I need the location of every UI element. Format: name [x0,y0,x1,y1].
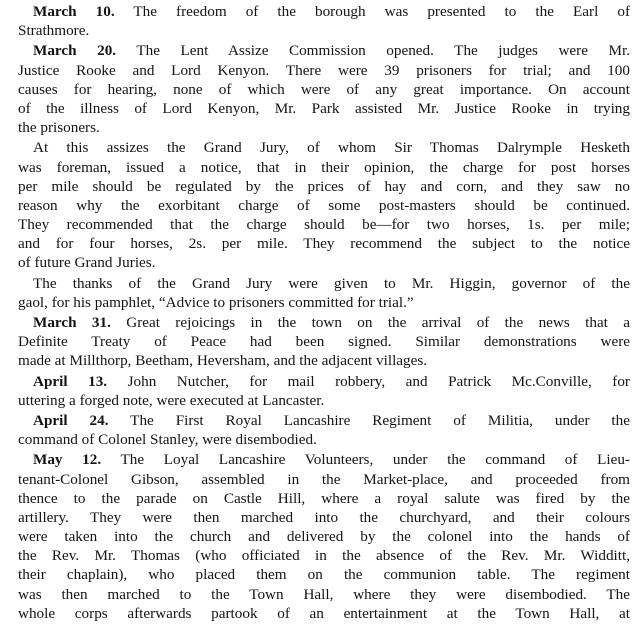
text-line: March 20. The Lent Assize Commission opened. The judges were Mr. [33,42,630,60]
text-line: April 24. The First Royal Lancashire Regiment of Militia, under the [33,411,630,429]
text-line: whole corps afterwards partook of an entertainment at the Town Hall, at [18,604,630,622]
text-line: the Rev. Mr. Thomas (who officiated in the absence of the Rev. Mr. Widditt, [18,547,630,565]
paragraph-grand-jury-notice [18,138,630,272]
text-line: Definite Treaty of Peace had been signed. Similar demonstrations were [18,333,630,351]
text-line: uttering a forged note, were executed at Lancaster. [18,391,325,409]
text-line: were taken into the church and delivered by the colonel into the hands of [18,528,630,546]
text-line: March 31. Great rejoicings in the town on the arrival of the news that a [33,314,630,331]
entry-april-24 [18,411,630,449]
text-line: March 10. The freedom of the borough was presented to the Earl of [33,3,630,20]
text-line: The thanks of the Grand Jury were given to Mr. Higgin, governor of the [33,274,630,292]
text-line: April 13. John Nutcher, for mail robbery, and Patrick Mc.Conville, for [33,372,630,390]
text-line: They recommended that the charge should be—for two horses, 1s. per mile; [18,216,630,234]
entry-march-31 [18,313,630,371]
text-line: was foreman, issued a notice, that in their opinion, the charge for post horses [18,158,630,176]
text-line: tenant-Colonel Gibson, assembled in the Market-place, and proceeded from [18,470,630,488]
text-line: was then marched to the Town Hall, where they were disembodied. The [18,585,630,603]
entry-date: April 24. [33,411,109,429]
text-line: their chaplain), who placed them on the communion table. The regiment [18,566,630,584]
text-line: reason why the exorbitant charge of some post-masters should be continued. [18,196,630,214]
entry-april-13 [18,372,630,410]
text-line: and for four horses, 2s. per mile. They recommend the subject to the notice [18,235,630,253]
text-line: Strathmore. [18,22,90,40]
text-line: made at Millthorp, Beetham, Heversham, and the adjacent villages. [18,352,428,370]
text-line: of future Grand Juries. [18,254,156,272]
entry-date: March 20. [33,42,117,60]
text-line: gaol, for his pamphlet, “Advice to prisoners committed for trial.” [18,293,414,311]
text-line: thence to the parade on Castle Hill, where a royal salute was fired by the [18,489,630,507]
text-line: Justice Rooke and Lord Kenyon. There were 39 prisoners for trial; and 100 [18,61,630,79]
entry-date: April 13. [33,372,108,390]
text-line: May 12. The Loyal Lancashire Volunteers, under the command of Lieu- [33,451,630,469]
entry-date: March 10. [33,3,115,20]
document-page [18,2,630,624]
text-line: the prisoners. [18,119,100,137]
entry-date: May 12. [33,451,102,469]
text-line: command of Colonel Stanley, were disembodied. [18,431,317,449]
text-line: artillery. They were then marched into the churchyard, and their colours [18,508,630,526]
text-line: of the illness of Lord Kenyon, Mr. Park assisted Mr. Justice Rooke in trying [18,99,630,117]
text-line: At this assizes the Grand Jury, of whom Sir Thomas Dalrymple Hesketh [33,139,630,157]
entry-march-10 [18,2,630,40]
entry-may-12 [18,450,630,623]
paragraph-grand-jury-thanks [18,274,630,312]
text-line: causes for hearing, none of which were of any great importance. On account [18,80,630,98]
entry-date: March 31. [33,314,111,331]
text-line: per mile should be regulated by the prices of hay and corn, and they saw no [18,177,630,195]
entry-march-20 [18,41,630,137]
